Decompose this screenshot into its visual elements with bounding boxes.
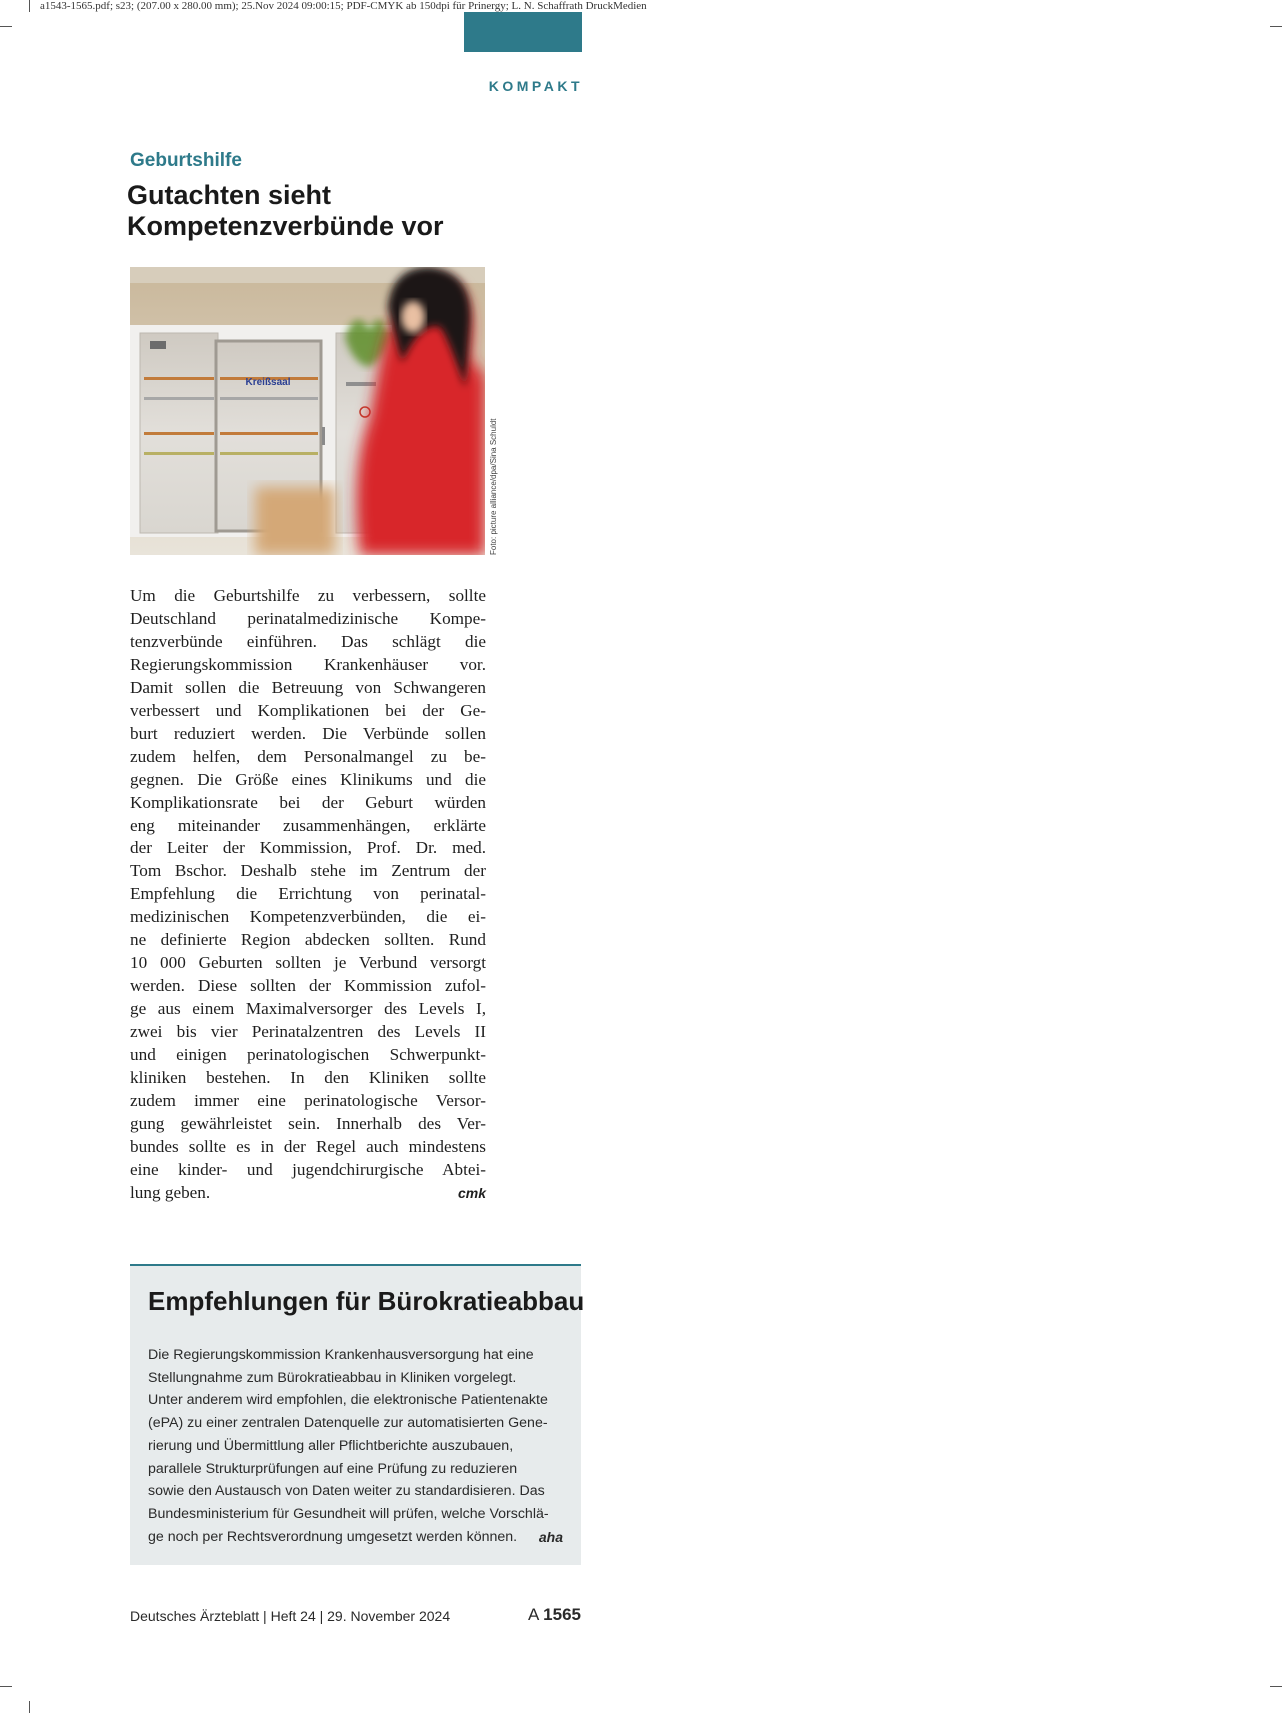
body-line: lung geben. [130, 1182, 211, 1202]
body-line: Um die Geburtshilfe zu verbessern, sollte [130, 586, 486, 605]
delivery-room-illustration [130, 267, 485, 555]
body-line: gung gewährleistet sein. Innerhalb des Ver- [130, 1113, 486, 1133]
body-line: werden. Diese sollten der Kommission zufol- [130, 976, 486, 996]
page-number [528, 1605, 581, 1625]
body-line: verbessert und Komplikationen bei der Ge- [130, 700, 486, 720]
body-line: Tom Bschor. Deshalb stehe im Zentrum der [130, 861, 486, 881]
headline-line: Gutachten sieht [127, 180, 332, 210]
body-line: burt reduziert werden. Die Verbünde sollen [130, 723, 486, 743]
section-tag: KOMPAKT [488, 78, 583, 94]
body-line: eine kinder- und jugendchirurgische Abtei- [130, 1159, 486, 1179]
info-box-line: Unter anderem wird empfohlen, die elektronische Patientenakte [148, 1392, 548, 1409]
door-sign-text: Kreißsaal [245, 377, 291, 388]
crop-mark-top-right-h [1270, 26, 1282, 27]
print-slug: a1543-1565.pdf; s23; (207.00 x 280.00 mm); 25.Nov 2024 09:00:15; PDF-CMYK ab 150dpi für Prinergy; L. N. Schaffrath DruckMedien [40, 0, 647, 12]
article-author: cmk [457, 1184, 486, 1201]
body-line: 10 000 Geburten sollten je Verbund versorgt [130, 953, 486, 973]
info-box-line: parallele Strukturprüfungen auf eine Prüfung zu reduzieren [148, 1460, 518, 1477]
article-photo [130, 267, 485, 555]
crop-mark-bottom-right-h [1270, 1686, 1282, 1687]
article-headline [127, 180, 547, 242]
headline-line: Kompetenzverbünde vor [127, 211, 444, 241]
body-line: ne definierte Region abdecken sollten. Rund [130, 930, 486, 950]
body-line: Empfehlung die Errichtung von perinatal- [130, 884, 486, 904]
body-line: bundes sollte es in der Regel auch mindestens [130, 1136, 486, 1156]
body-line: medizinischen Kompetenzverbünden, die ei- [130, 907, 486, 927]
info-box-line: ge noch per Rechtsverordnung umgesetzt werden können. [148, 1528, 518, 1545]
body-line: und einigen perinatologischen Schwerpunkt- [130, 1045, 486, 1065]
body-line: der Leiter der Kommission, Prof. Dr. med. [130, 838, 486, 858]
info-box-line: sowie den Austausch von Daten weiter zu standardisieren. Das [148, 1483, 545, 1500]
info-box-line: rierung und Übermittlung aller Pflichtberichte auszubauen, [148, 1437, 514, 1454]
photo-credit: Foto: picture alliance/dpa/Sina Schuldt [489, 418, 498, 555]
info-box-line: Die Regierungskommission Krankenhausversorgung hat eine [148, 1347, 534, 1363]
body-line: ge aus einem Maximalversorger des Levels I, [130, 999, 486, 1019]
crop-mark-bottom-left-v [29, 1701, 30, 1713]
body-line: zudem helfen, dem Personalmangel zu be- [130, 746, 486, 766]
article-kicker: Geburtshilfe [130, 150, 242, 171]
info-box-line: Bundesministerium für Gesundheit will prüfen, welche Vorschlä- [148, 1505, 549, 1522]
page-footer [130, 1605, 581, 1629]
info-box [130, 1264, 585, 1565]
page-number-value: 1565 [543, 1605, 581, 1624]
info-box-author: aha [538, 1528, 563, 1545]
info-box-last-line [148, 1526, 563, 1549]
info-box-line: (ePA) zu einer zentralen Datenquelle zur automatisierten Gene- [148, 1415, 548, 1432]
body-line: eng miteinander zusammenhängen, erklärte [130, 815, 486, 835]
body-line: tenzverbünde einführen. Das schlägt die [130, 631, 486, 651]
body-last-line [130, 1182, 486, 1205]
body-line: gegnen. Die Größe eines Klinikums und die [130, 769, 486, 789]
section-color-bar [464, 12, 582, 52]
body-line: zudem immer eine perinatologische Versor- [130, 1090, 486, 1110]
article-body [130, 585, 486, 1205]
journal-citation: Deutsches Ärzteblatt | Heft 24 | 29. November 2024 [130, 1608, 451, 1624]
info-box-body [148, 1344, 563, 1548]
info-box-line: Stellungnahme zum Bürokratieabbau in Kliniken vorgelegt. [148, 1369, 517, 1386]
body-line: zwei bis vier Perinatalzentren des Levels II [130, 1022, 486, 1042]
body-line: Damit sollen die Betreuung von Schwangeren [130, 677, 486, 697]
crop-mark-top-left-v [29, 0, 30, 12]
body-line: Deutschland perinatalmedizinische Kompe- [130, 608, 486, 628]
info-box-title: Empfehlungen für Bürokratieabbau [148, 1286, 585, 1316]
body-line: kliniken bestehen. In den Kliniken sollte [130, 1068, 486, 1088]
crop-mark-top-left-h [0, 26, 12, 27]
page-prefix: A [528, 1605, 539, 1624]
crop-mark-bottom-left-h [0, 1686, 12, 1687]
body-line: Regierungskommission Krankenhäuser vor. [130, 654, 486, 674]
body-line: Komplikationsrate bei der Geburt würden [130, 792, 486, 812]
